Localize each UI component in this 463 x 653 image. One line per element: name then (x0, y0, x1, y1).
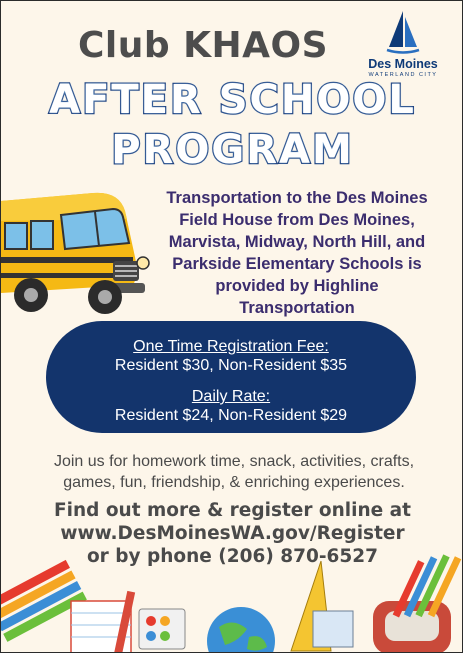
logo-tagline: WATERLAND CITY (368, 72, 438, 78)
registration-fee-value: Resident $30, Non-Resident $35 (114, 357, 348, 374)
transportation-line: Field House from Des Moines, (179, 211, 415, 229)
title-line-2: PROGRAM (111, 127, 354, 173)
registration-fee-label: One Time Registration Fee: (133, 338, 329, 355)
activities-line: games, fun, friendship, & enriching experiences. (63, 474, 405, 491)
transportation-info (141, 187, 453, 319)
activities-text (25, 451, 443, 493)
registration-info (21, 499, 444, 568)
logo-name: Des Moines (368, 57, 438, 71)
transportation-line: provided by Highline (215, 277, 379, 295)
register-line: Find out more & register online at (54, 500, 411, 521)
activities-line: Join us for homework time, snack, activities, crafts, (53, 453, 415, 470)
transportation-line: Marvista, Midway, North Hill, and (168, 233, 426, 251)
club-name: Club KHAOS (77, 25, 329, 66)
daily-rate-value: Resident $24, Non-Resident $29 (114, 407, 348, 424)
sailboat-logo-icon (385, 9, 421, 57)
transportation-line: Transportation to the Des Moines (166, 189, 428, 207)
school-bus-illustration (1, 187, 151, 319)
daily-rate-label: Daily Rate: (191, 388, 271, 405)
des-moines-logo (355, 9, 451, 79)
transportation-line: Transportation (239, 299, 355, 317)
transportation-line: Parkside Elementary Schools is (172, 255, 422, 273)
register-url-link[interactable]: www.DesMoinesWA.gov/Register (60, 523, 405, 544)
register-phone: or by phone (206) 870-6527 (86, 546, 379, 567)
title-line-1: AFTER SCHOOL (49, 77, 416, 123)
fees-panel (46, 321, 416, 433)
